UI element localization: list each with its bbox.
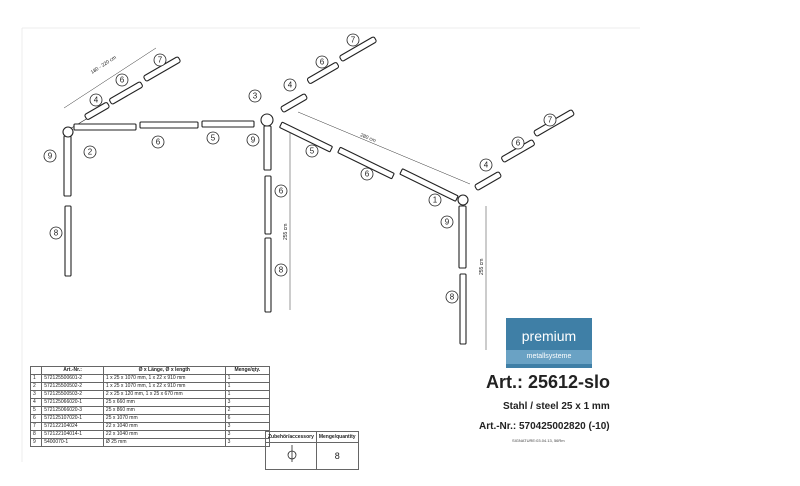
svg-text:6: 6	[515, 138, 521, 148]
callout-1	[429, 194, 441, 206]
callout-3	[249, 90, 261, 102]
svg-text:9: 9	[444, 217, 450, 227]
cell-art: 572125500502-2	[42, 383, 104, 391]
svg-text:9: 9	[47, 151, 53, 161]
accessory-qty: 8	[316, 443, 358, 470]
parts-table	[30, 366, 270, 447]
cell-qty: 1	[225, 375, 269, 383]
callout-6-left-ridge	[152, 136, 164, 148]
article-title: Art.: 25612-slo	[486, 372, 611, 392]
svg-text:5: 5	[210, 133, 216, 143]
svg-text:1: 1	[432, 195, 438, 205]
svg-text:7: 7	[547, 115, 553, 125]
callout-8-center	[275, 264, 287, 276]
svg-text:4: 4	[93, 95, 99, 105]
table-row	[31, 415, 270, 423]
callout-6-center-ridge	[361, 168, 373, 180]
table-row	[31, 375, 270, 383]
cell-pos: 7	[31, 423, 42, 431]
callout-8-left	[50, 227, 62, 239]
svg-text:6: 6	[119, 75, 125, 85]
table-row	[31, 399, 270, 407]
cell-pos: 6	[31, 415, 42, 423]
svg-text:9: 9	[250, 135, 256, 145]
cell-art: 5400070-1	[42, 439, 104, 447]
col-dim: Ø x Länge, Ø x length	[103, 367, 225, 375]
cell-art: 572125500503-2	[42, 391, 104, 399]
cell-qty: 1	[225, 383, 269, 391]
left-leg	[64, 136, 71, 276]
material-spec: Stahl / steel 25 x 1 mm	[503, 401, 610, 412]
svg-text:4: 4	[287, 80, 293, 90]
svg-text:6: 6	[155, 137, 161, 147]
signature: SIGNATURE:03.04.13, 56Rm	[512, 438, 565, 443]
cell-qty: 3	[225, 431, 269, 439]
right-leg	[459, 206, 466, 344]
cell-qty: 3	[225, 439, 269, 447]
callout-6-center-leg	[275, 185, 287, 197]
svg-text:255 cm: 255 cm	[479, 258, 485, 275]
callout-7-right	[544, 114, 556, 126]
callout-2	[84, 146, 96, 158]
callout-7-center	[347, 34, 359, 46]
cell-dim: 25 x 660 mm	[103, 399, 225, 407]
callout-6-center	[316, 56, 328, 68]
col-qty: Menge/qty.	[225, 367, 269, 375]
dimension-255-right	[479, 206, 486, 350]
callout-6-left	[116, 74, 128, 86]
cell-qty: 1	[225, 391, 269, 399]
callout-4-left	[90, 94, 102, 106]
quantity-header: Menge/quantity	[316, 432, 358, 443]
svg-text:280 cm: 280 cm	[359, 132, 377, 145]
cell-pos: 2	[31, 383, 42, 391]
callout-9-right	[441, 216, 453, 228]
svg-text:3: 3	[252, 91, 258, 101]
svg-text:2: 2	[87, 147, 93, 157]
callout-9-left	[44, 150, 56, 162]
logo-sub: metallsysteme	[506, 350, 592, 364]
dimension-255-left	[283, 132, 290, 310]
table-row	[31, 407, 270, 415]
right-rafter	[474, 109, 574, 190]
cell-qty: 3	[225, 423, 269, 431]
callout-4-center	[284, 79, 296, 91]
accessory-cell	[266, 443, 317, 470]
cell-qty: 6	[225, 415, 269, 423]
svg-text:4: 4	[483, 160, 489, 170]
svg-text:180 - 220 cm: 180 - 220 cm	[89, 54, 118, 76]
callout-4-right	[480, 159, 492, 171]
cell-pos: 9	[31, 439, 42, 447]
cell-dim: 22 x 1040 mm	[103, 423, 225, 431]
cell-dim: Ø 25 mm	[103, 439, 225, 447]
table-row	[31, 439, 270, 447]
premium-logo	[506, 318, 592, 368]
table-row	[31, 431, 270, 439]
cell-pos: 3	[31, 391, 42, 399]
cell-dim: 2 x 25 x 120 mm, 1 x 25 x 670 mm	[103, 391, 225, 399]
svg-text:6: 6	[278, 186, 284, 196]
svg-text:6: 6	[364, 169, 370, 179]
cell-art: 572125066020-3	[42, 407, 104, 415]
callout-5-center	[306, 145, 318, 157]
svg-text:8: 8	[278, 265, 284, 275]
cell-pos: 8	[31, 431, 42, 439]
cell-art: 572125066020-1	[42, 399, 104, 407]
callout-8-right	[446, 291, 458, 303]
cell-dim: 1 x 25 x 1070 mm, 1 x 22 x 910 mm	[103, 375, 225, 383]
col-pos	[31, 367, 42, 375]
cell-dim: 25 x 860 mm	[103, 407, 225, 415]
col-art: Art.-Nr.:	[42, 367, 104, 375]
callout-7-left	[154, 54, 166, 66]
table-row	[31, 391, 270, 399]
svg-text:7: 7	[350, 35, 356, 45]
cell-pos: 1	[31, 375, 42, 383]
cell-art: 572122104024	[42, 423, 104, 431]
cell-art: 572125107020-1	[42, 415, 104, 423]
svg-text:255 cm: 255 cm	[283, 223, 289, 240]
table-row	[31, 383, 270, 391]
article-number: Art.-Nr.: 570425002820 (-10)	[479, 421, 610, 432]
parts-table-header	[31, 367, 270, 375]
callout-9-center	[247, 134, 259, 146]
left-ridge	[74, 121, 254, 130]
center-leg	[264, 126, 271, 312]
cell-dim: 25 x 1070 mm	[103, 415, 225, 423]
svg-text:6: 6	[319, 57, 325, 67]
cell-art: 572125500601-2	[42, 375, 104, 383]
accessory-table	[265, 431, 359, 470]
svg-text:8: 8	[53, 228, 59, 238]
center-rafter	[280, 36, 376, 112]
left-rafter	[68, 56, 181, 130]
table-row	[31, 423, 270, 431]
cell-dim: 1 x 25 x 1070 mm, 1 x 22 x 910 mm	[103, 383, 225, 391]
logo-name: premium	[521, 328, 577, 344]
cell-pos: 5	[31, 407, 42, 415]
cell-qty: 2	[225, 407, 269, 415]
accessory-header: Zubehör/accessory	[266, 432, 317, 443]
cell-art: 572122104014-1	[42, 431, 104, 439]
svg-text:8: 8	[449, 292, 455, 302]
cell-qty: 3	[225, 399, 269, 407]
svg-text:5: 5	[309, 146, 315, 156]
cell-pos: 4	[31, 399, 42, 407]
callout-6-right	[512, 137, 524, 149]
main-ridge	[280, 122, 459, 201]
callout-5-left-ridge	[207, 132, 219, 144]
cell-dim: 22 x 1040 mm	[103, 431, 225, 439]
svg-text:7: 7	[157, 55, 163, 65]
